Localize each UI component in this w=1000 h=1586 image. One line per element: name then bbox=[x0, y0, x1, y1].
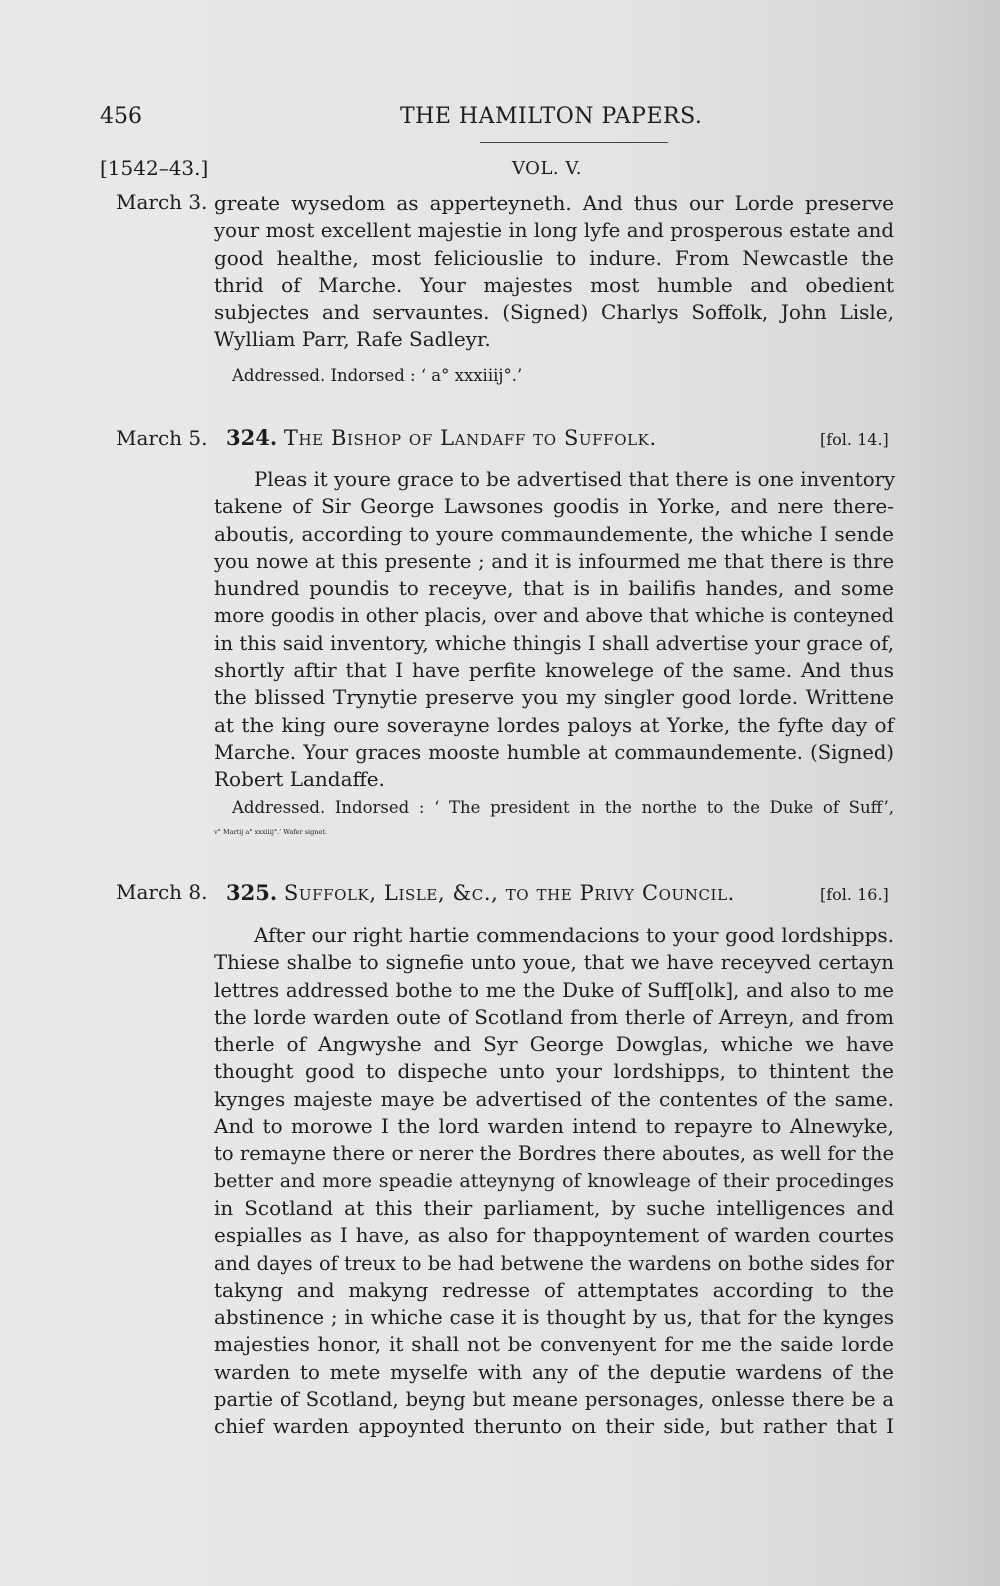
body-line: to remayne there or nerer the Bordres there aboutes, as well for the bbox=[214, 1142, 894, 1166]
body-line: Wylliam Parr, Rafe Sadleyr. bbox=[214, 327, 491, 352]
endorsement-note bbox=[232, 364, 894, 388]
body-line: Thiese shalbe to signefie unto youe, that we have receyved certayn bbox=[214, 951, 894, 975]
body-line: espialles as I have, as also for thappoyntement of warden courtes bbox=[214, 1223, 894, 1248]
body-line: the lorde warden oute of Scotland from therle of Arreyn, and from bbox=[214, 1004, 894, 1029]
header-rule bbox=[480, 142, 668, 143]
body-line: Robert Landaffe. bbox=[214, 767, 385, 792]
body-line: the blissed Trynytie preserve you my singler good lorde. Writtene bbox=[214, 685, 894, 710]
body-line: thrid of Marche. Your majestes most humble and obedient bbox=[214, 272, 894, 297]
body-line: takene of Sir George Lawsones goodis in Yorke, and nere there- bbox=[214, 494, 894, 519]
body-line: kynges majeste maye be advertised of the contentes of the same. bbox=[214, 1086, 894, 1111]
body-line: your most excellent majestie in long lyfe and prosperous estate and bbox=[214, 219, 894, 243]
body-line: hundred poundis to receyve, that is in bailifis handes, and some bbox=[214, 576, 894, 601]
folio-reference: [fol. 14.] bbox=[820, 430, 889, 449]
endorsement-note bbox=[214, 796, 894, 844]
body-line: And to morowe I the lord warden intend to repayre to Alnewyke, bbox=[214, 1114, 894, 1139]
entry-date: March 8. bbox=[116, 880, 208, 904]
body-line: aboutis, according to youre commaundemente, the whiche I sende bbox=[214, 521, 894, 546]
body-line: thought good to dispeche unto your lordshipps, to thintent the bbox=[214, 1059, 894, 1084]
note-line: Addressed. Indorsed : ‘ a° xxxiiij°.’ bbox=[232, 366, 523, 385]
note-line: v° Martij a° xxxiiij°.’ Wafer signet. bbox=[214, 828, 327, 836]
running-title: THE HAMILTON PAPERS. bbox=[400, 104, 703, 129]
entry-date: March 3. bbox=[116, 190, 208, 214]
entry-date: March 5. bbox=[116, 426, 208, 450]
volume-label: VOL. V. bbox=[512, 158, 582, 179]
entry-title: Suffolk, Lisle, &c., to the Privy Council. bbox=[283, 881, 735, 905]
body-line: chief warden appoynted therunto on their side, but rather that I bbox=[214, 1414, 894, 1439]
body-line: therle of Angwyshe and Syr George Dowglas, whiche we have bbox=[214, 1032, 894, 1057]
folio-reference: [fol. 16.] bbox=[820, 885, 889, 904]
entry-number: 324. bbox=[226, 425, 278, 450]
page-number: 456 bbox=[100, 104, 142, 129]
body-line: takyng and makyng redresse of attemptates according to the bbox=[214, 1277, 894, 1302]
body-line: subjectes and servauntes. (Signed) Charlys Soffolk, John Lisle, bbox=[214, 300, 894, 325]
body-line: at the king oure soverayne lordes paloys at Yorke, the fyfte day of bbox=[214, 712, 894, 737]
body-line: you nowe at this presente ; and it is infourmed me that there is thre bbox=[214, 549, 894, 573]
entry-heading bbox=[226, 880, 735, 905]
body-line: abstinence ; in whiche case it is thought by us, that for the kynges bbox=[214, 1305, 894, 1330]
year-range: [1542–43.] bbox=[100, 156, 209, 180]
body-line: After our right hartie commendacions to your good lordshipps. bbox=[254, 923, 894, 947]
note-line: Addressed. Indorsed : ‘ The president in the northe to the Duke of Suff’, bbox=[232, 798, 894, 817]
entry-body bbox=[214, 190, 894, 354]
body-line: Marche. Your graces mooste humble at commaundemente. (Signed) bbox=[214, 740, 894, 764]
body-line: in this said inventory, whiche thingis I shall advertise your grace of, bbox=[214, 631, 894, 655]
entry-body bbox=[214, 922, 894, 1441]
body-line: in Scotland at this their parliament, by suche intelligences and bbox=[214, 1195, 894, 1220]
body-line: more goodis in other placis, over and above that whiche is conteyned bbox=[214, 604, 894, 628]
body-line: warden to mete myselfe with any of the deputie wardens of the bbox=[214, 1359, 894, 1384]
entry-title: The Bishop of Landaff to Suffolk. bbox=[283, 426, 657, 450]
body-line: and dayes of treux to be had betwene the wardens on bothe sides for bbox=[214, 1251, 894, 1275]
body-line: greate wysedom as apperteyneth. And thus our Lorde preserve bbox=[214, 191, 894, 215]
body-line: partie of Scotland, beyng but meane personages, onlesse there be a bbox=[214, 1388, 894, 1412]
body-line: better and more speadie atteynyng of knowleage of their procedinges bbox=[214, 1169, 894, 1192]
body-line: majesties honor, it shall not be convenyent for me the saide lorde bbox=[214, 1332, 894, 1357]
entry-number: 325. bbox=[226, 880, 278, 905]
entry-heading bbox=[226, 425, 657, 450]
body-line: Pleas it youre grace to be advertised that there is one inventory bbox=[254, 468, 896, 491]
body-line: shortly aftir that I have perfite knowelege of the same. And thus bbox=[214, 658, 894, 683]
body-line: lettres addressed bothe to me the Duke of Suff[olk], and also to me bbox=[214, 978, 894, 1002]
entry-body bbox=[214, 466, 894, 794]
body-line: good healthe, most feliciouslie to indure. From Newcastle the bbox=[214, 245, 894, 270]
